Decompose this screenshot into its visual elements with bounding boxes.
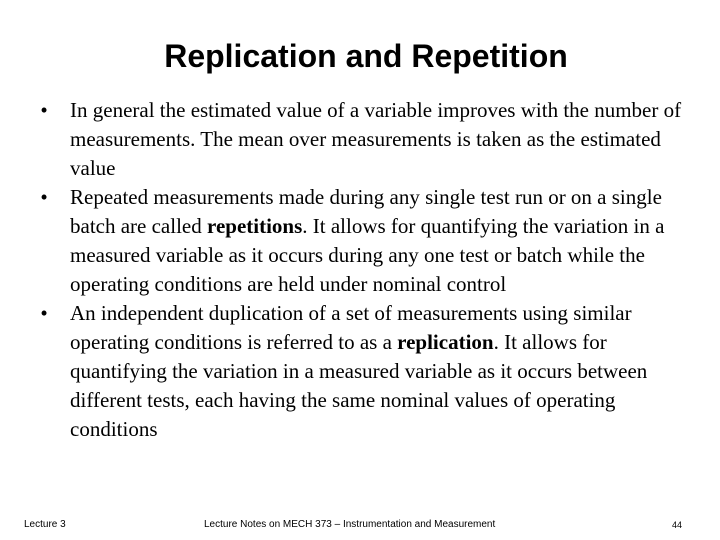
bullet-text-continued: . It allows for quantifying the variation in a measured variable as it occurs during any one test or batch while the operating conditions are held under nominal control <box>70 214 665 296</box>
bullet-text: Repeated measurements made during any single test run or on a single batch are called <box>70 185 662 238</box>
page-number: 44 <box>672 520 683 530</box>
bold-term-repetitions: repetitions <box>207 214 303 238</box>
slide-title: Replication and Repetition <box>164 38 568 74</box>
bullet-icon: • <box>40 98 48 122</box>
footer-lecture-label: Lecture 3 <box>24 519 66 530</box>
bullet-icon: • <box>40 185 48 209</box>
bullet-text-continued: . It allows for quantifying the variation in a measured variable as it occurs between different tests, each having the same nominal values of operating conditions <box>70 330 648 441</box>
bullet-text: An independent duplication of a set of measurements using similar operating conditions is referred to as a <box>70 301 632 354</box>
bullet-item-estimated-value <box>34 96 694 183</box>
bullet-list <box>34 96 694 444</box>
bullet-item-replication <box>34 299 694 444</box>
bold-term-replication: replication <box>397 330 494 354</box>
bullet-icon: • <box>40 301 48 325</box>
footer-course-title: Lecture Notes on MECH 373 – Instrumentation and Measurement <box>204 519 496 530</box>
bullet-text: In general the estimated value of a variable improves with the number of measurements. The mean over measurements is taken as the estimated value <box>70 98 682 180</box>
bullet-item-repetitions <box>34 183 694 299</box>
